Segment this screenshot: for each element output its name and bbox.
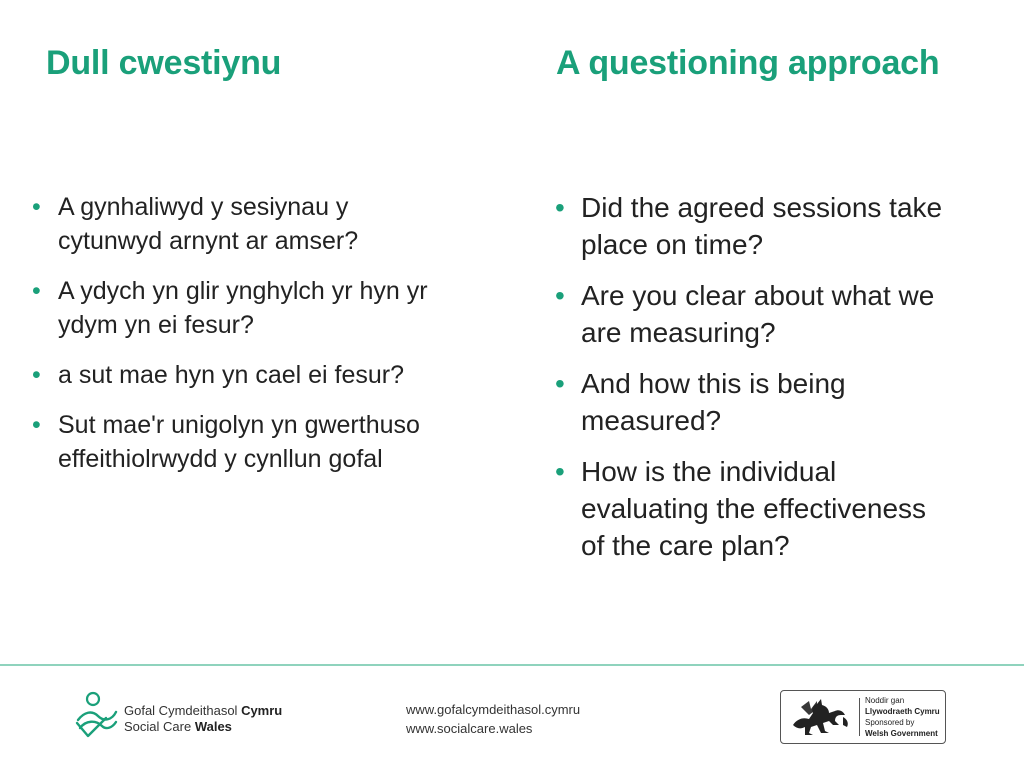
list-item-text: A ydych yn glir ynghylch yr hyn yr ydym yn ei fesur? — [58, 277, 428, 339]
list-item — [555, 453, 955, 564]
list-item-text: A gynhaliwyd y sesiynau y cytunwyd arnynt ar amser? — [58, 193, 359, 255]
footer-divider — [0, 664, 1024, 666]
logo-line-english — [124, 719, 282, 735]
social-care-wales-mark-icon — [74, 690, 120, 740]
bullet-icon: • — [32, 411, 41, 439]
logo-welsh-bold: Cymru — [241, 703, 283, 718]
bullet-list-welsh — [32, 190, 442, 492]
sponsor-text — [865, 695, 940, 739]
sponsor-divider — [859, 698, 860, 736]
sponsor-line-4: Welsh Government — [865, 729, 938, 738]
heading-english: A questioning approach — [556, 44, 940, 82]
bullet-icon: • — [555, 456, 565, 487]
list-item-text: Sut mae'r unigolyn yn gwerthuso effeithiolrwydd y cynllun gofal — [58, 411, 420, 473]
social-care-wales-logo — [74, 690, 294, 740]
sponsor-line-3: Sponsored by — [865, 718, 915, 727]
sponsor-line-1: Noddir gan — [865, 696, 905, 705]
url-link-welsh[interactable]: www.gofalcymdeithasol.cymru — [406, 702, 581, 717]
bullet-icon: • — [555, 280, 565, 311]
logo-english-bold: Wales — [194, 719, 232, 734]
bullet-icon: • — [555, 192, 565, 223]
list-item-text: Did the agreed sessions take place on time? — [581, 192, 943, 260]
list-item — [555, 277, 955, 351]
list-item — [32, 408, 442, 476]
list-item — [32, 358, 442, 392]
logo-welsh-regular: Gofal Cymdeithasol — [124, 703, 242, 718]
welsh-government-sponsor-logo — [780, 690, 946, 744]
bullet-icon: • — [32, 361, 41, 389]
list-item — [32, 190, 442, 258]
logo-english-regular: Social Care — [124, 719, 195, 734]
bullet-icon: • — [555, 368, 565, 399]
bullet-icon: • — [32, 193, 41, 221]
footer-urls — [406, 700, 580, 738]
list-item — [555, 365, 955, 439]
list-item-text: Are you clear about what we are measuring? — [581, 280, 935, 348]
list-item — [555, 189, 955, 263]
logo-line-welsh — [124, 703, 282, 719]
list-item-text: a sut mae hyn yn cael ei fesur? — [58, 361, 405, 389]
heading-welsh: Dull cwestiynu — [46, 44, 282, 82]
list-item-text: And how this is being measured? — [581, 368, 846, 436]
sponsor-line-2: Llywodraeth Cymru — [865, 707, 940, 716]
bullet-list-english — [555, 189, 955, 578]
logo-wordmark — [124, 703, 282, 735]
url-link-english[interactable]: www.socialcare.wales — [406, 721, 533, 736]
list-item — [32, 274, 442, 342]
list-item-text: How is the individual evaluating the effectiveness of the care plan? — [581, 456, 927, 561]
welsh-dragon-icon — [787, 695, 853, 739]
bullet-icon: • — [32, 277, 41, 305]
